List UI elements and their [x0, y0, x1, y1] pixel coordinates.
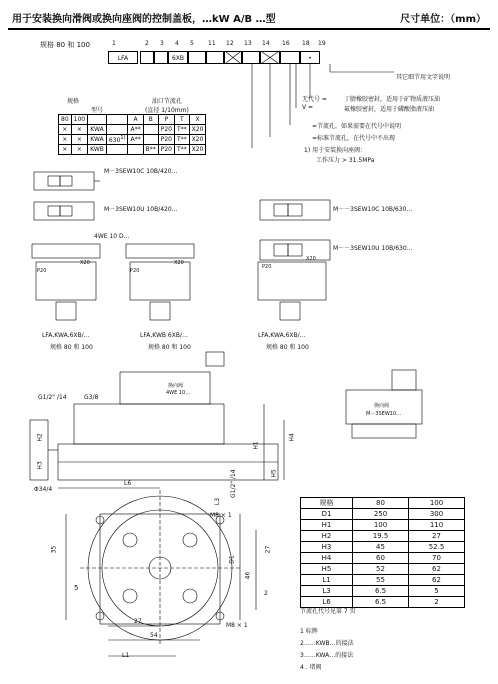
label-dim-2: 2	[264, 590, 268, 597]
pressure-footnote: 1)	[120, 135, 126, 141]
seal-none-text: 丁腈橡胶密封，适用于矿物质液压油	[344, 96, 441, 103]
port-p20-3: P20	[262, 264, 272, 270]
note-seat-valve: 1) 用于安装换向座阀：	[304, 147, 367, 154]
spec-100: 100	[71, 115, 87, 125]
label-h3: H3	[36, 461, 44, 470]
table-row: L1 55 62	[301, 575, 465, 586]
label-dim-5: 5	[74, 584, 79, 592]
pos-3: 3	[160, 40, 164, 47]
seal-v-text: 氟橡胶密封，适用于磷酸脂液压油	[344, 106, 435, 113]
label-dim-46: 46	[244, 571, 252, 580]
label-h1: H1	[252, 441, 260, 450]
schematic-label-5: 4WE 10 D…	[94, 233, 130, 240]
variant-1-spec: 规格 80 和 100	[50, 344, 93, 351]
label-d1: D1	[228, 555, 236, 564]
label-d34: Φ34/4	[34, 486, 53, 493]
table-row: H2 19.5 27	[301, 531, 465, 542]
dim-table-footnote: 节流孔代号见第 7 页	[300, 608, 356, 615]
legend-3: 3……KWA…的接法	[300, 652, 354, 659]
port-p20-2: P20	[130, 268, 140, 274]
variant-2-name: LFA,KWB 6XB/…	[140, 332, 188, 339]
label-h4: H4	[288, 433, 296, 442]
spec-header: 规格	[67, 98, 80, 105]
label-l1: L1	[122, 652, 130, 659]
label-l6: L6	[124, 480, 132, 487]
note-pressure: 工作压力 > 31.5MPa	[316, 157, 375, 164]
pos-1: 1	[112, 40, 116, 47]
table-row: D1 250 300	[301, 509, 465, 520]
table-row: H4 60 70	[301, 553, 465, 564]
label-g12-side: G1/2" /14	[230, 469, 237, 498]
pos-18: 18	[302, 40, 310, 47]
pos-12: 12	[226, 40, 234, 47]
variant-3-name: LFA,KWA,6XB/…	[258, 332, 306, 339]
table-row: H3 45 52.5	[301, 542, 465, 553]
label-m8-top: M8 × 1	[210, 512, 232, 519]
port-b: B	[143, 115, 158, 125]
seal-v-code: V =	[302, 104, 314, 111]
pos-2: 2	[145, 40, 149, 47]
orifice-sub: (直径 1/10mm)	[145, 107, 189, 114]
schematic-label-1: M－3SEW10C 10B/420…	[104, 168, 178, 175]
unit-label: 尺寸单位：（mm）	[400, 14, 486, 25]
label-dim-35: 35	[50, 545, 58, 554]
variant-3-spec: 规格 80 和 100	[266, 344, 309, 351]
port-x: X	[189, 115, 206, 125]
note-orifice: =节流孔。如果需要在代号中说明	[312, 123, 402, 130]
port-x20-2: X20	[174, 260, 184, 266]
port-t: T	[174, 115, 189, 125]
variant-1-name: LFA,KWA,6XB/…	[42, 332, 90, 339]
label-h2: H2	[36, 433, 44, 442]
schematic-label-4: M－－3SEW10U 10B/630…	[333, 245, 413, 252]
legend-4: 4 . 堵阀	[300, 664, 322, 671]
label-g12-top: G1/2" /14	[38, 394, 67, 401]
legend-2: 2……KWB…的接法	[300, 640, 354, 647]
valve-main-type: 4WE 10…	[166, 390, 191, 396]
pos-4: 4	[175, 40, 179, 47]
pos-19: 19	[318, 40, 326, 47]
valve-side-type: M－3SEW10…	[366, 411, 402, 417]
schematic-label-2: M－3SEW10U 10B/420…	[104, 206, 178, 213]
pressure-630: 630	[108, 137, 121, 144]
table-row: L3 6.5 5	[301, 586, 465, 597]
seal-none-code: 无代号 =	[302, 96, 327, 103]
code-prefix: 规格 80 和 100	[40, 41, 90, 49]
label-dim-27b: 27	[264, 545, 272, 554]
variant-2-spec: 规格 80 和 100	[148, 344, 191, 351]
code-box-6xb: 6XB	[168, 51, 188, 64]
label-g38: G3/8	[84, 394, 99, 401]
pos-5: 5	[190, 40, 194, 47]
note-standard: =标准节流孔，在代号中不出现	[312, 135, 396, 142]
dim-table-header: 规格 80 100	[301, 498, 465, 509]
table-row: × × KWA A** P20 T** X20	[59, 125, 206, 135]
orifice-header: 油口节流孔	[151, 98, 182, 105]
table-row: H5 52 62	[301, 564, 465, 575]
port-x20-1: X20	[80, 260, 90, 266]
table-row: × × KWA 630$^{1)}$ A** P20 T** X20	[59, 135, 206, 145]
pos-13: 13	[244, 40, 252, 47]
type-header: 型号	[90, 107, 103, 114]
label-h5: H5	[270, 469, 278, 478]
port-p: P	[158, 115, 174, 125]
code-box-19: •	[300, 51, 320, 64]
pos-16: 16	[282, 40, 290, 47]
label-dim-54: 54	[150, 632, 158, 639]
valve-side-label: 换向阀	[374, 403, 390, 409]
schematic-label-3: M－－3SEW10C 10B/630…	[333, 206, 413, 213]
legend-1: 1 标牌	[300, 628, 318, 635]
label-l3: L3	[214, 497, 222, 506]
code-box-lfa: LFA	[108, 51, 138, 64]
document-title: 用于安装换向滑阀或换向座阀的控制盖板，…kW A/B …型	[12, 14, 276, 25]
valve-main-label: 换向阀	[168, 383, 184, 389]
port-a: A	[128, 115, 143, 125]
pos-14: 14	[262, 40, 270, 47]
table-row: H1 100 110	[301, 520, 465, 531]
other-details-note: 其它细节用文字说明	[396, 74, 451, 81]
label-m8-bottom: M8 × 1	[226, 622, 248, 629]
label-dim-27: 27	[134, 618, 142, 625]
table-row: L6 6.5 2	[301, 597, 465, 608]
table-row: × × KWB B** P20 T** X20	[59, 145, 206, 155]
port-p20-1: P20	[37, 268, 47, 274]
pos-11: 11	[208, 40, 216, 47]
port-x20-3: X20	[306, 256, 316, 262]
spec-80: 80	[59, 115, 72, 125]
